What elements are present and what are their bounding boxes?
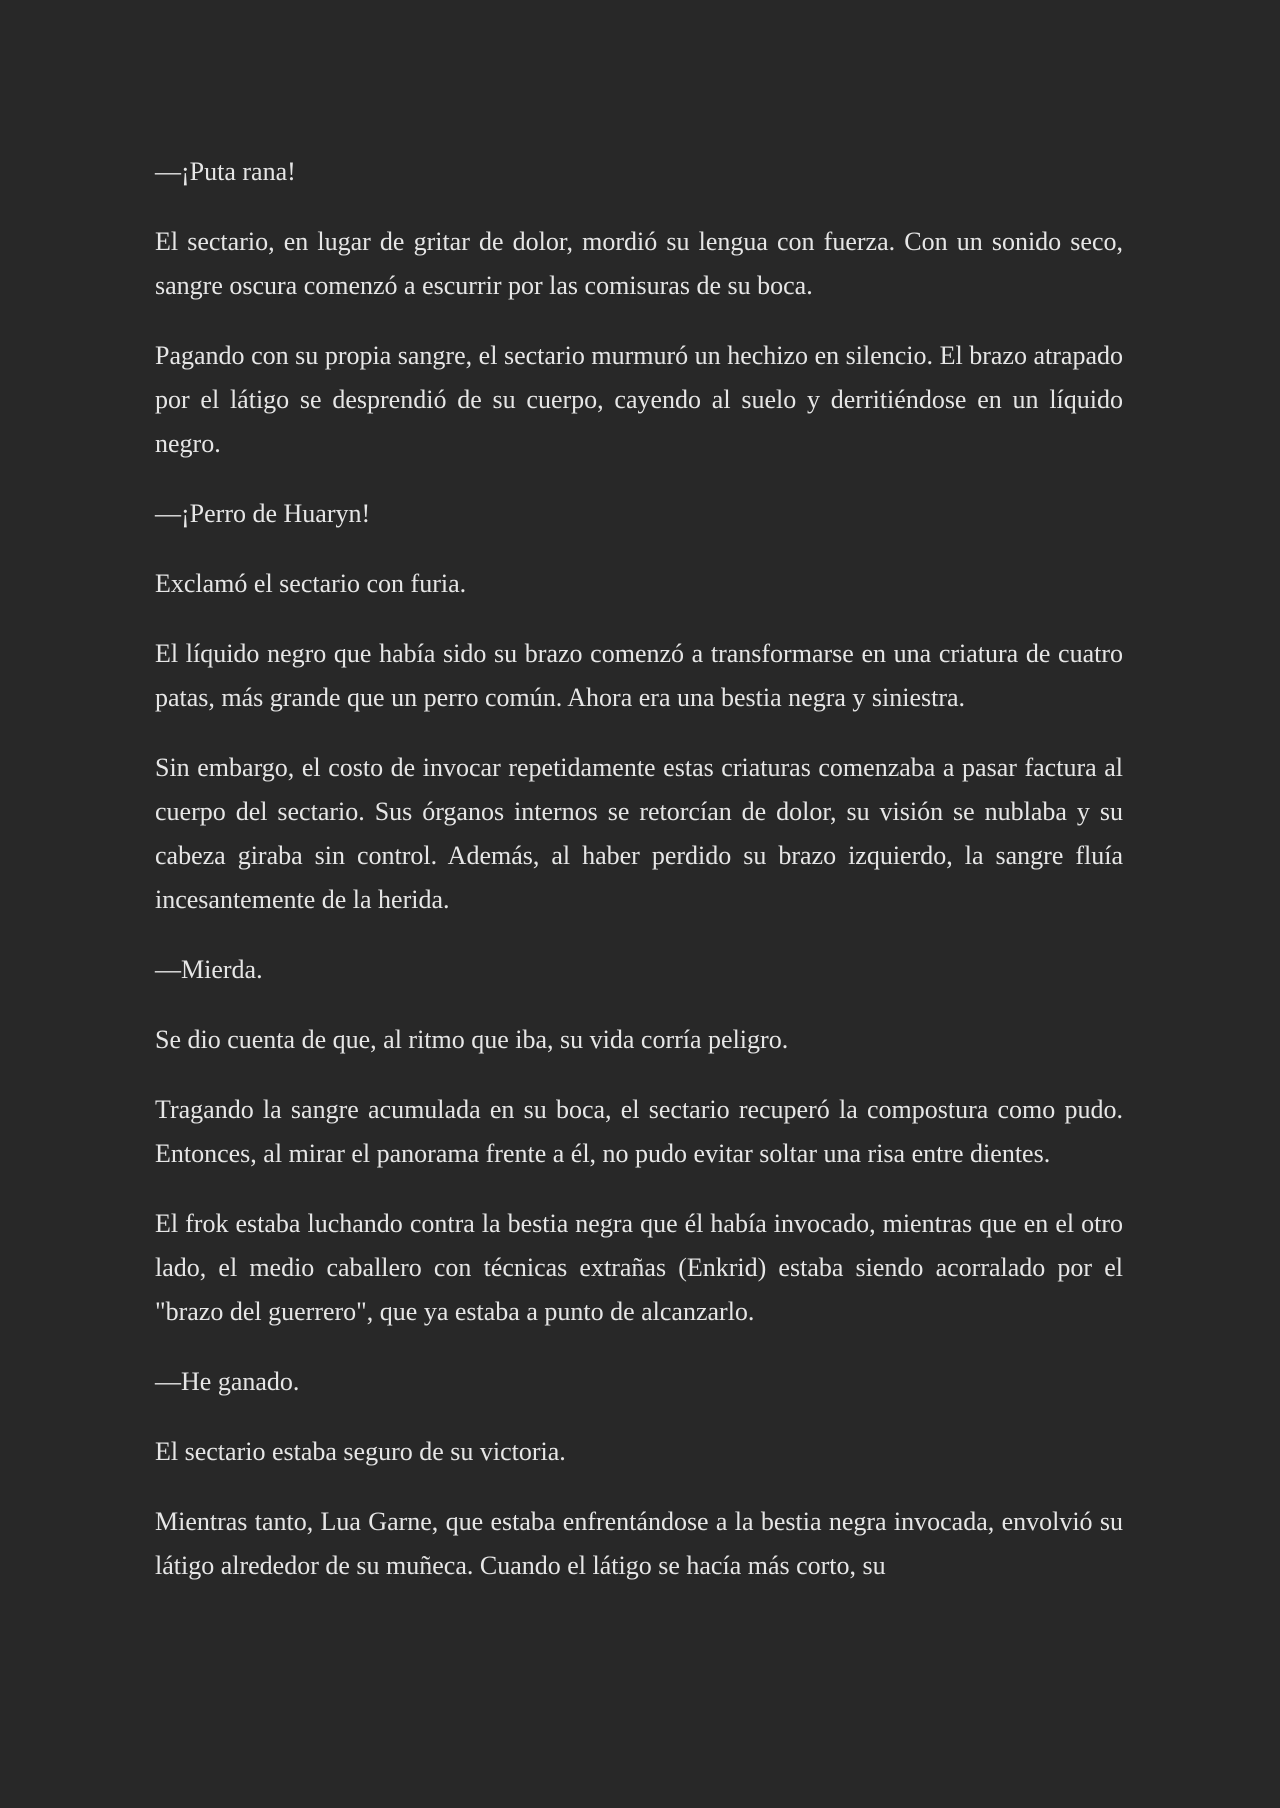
paragraph: Sin embargo, el costo de invocar repetidamente estas criaturas comenzaba a pasar factura al cuerpo del sectario. Sus órganos internos se retorcían de dolor, su visión se nublaba y su cabeza giraba sin control. Además, al haber perdido su brazo izquierdo, la sangre fluía incesantemente de la herida. <box>155 753 1123 914</box>
paragraph: Se dio cuenta de que, al ritmo que iba, su vida corría peligro. <box>155 1025 789 1054</box>
chapter-text <box>155 150 1123 1614</box>
paragraph: Mientras tanto, Lua Garne, que estaba enfrentándose a la bestia negra invocada, envolvió su látigo alrededor de su muñeca. Cuando el látigo se hacía más corto, su <box>155 1507 1123 1580</box>
paragraph: El líquido negro que había sido su brazo comenzó a transformarse en una criatura de cuatro patas, más grande que un perro común. Ahora era una bestia negra y siniestra. <box>155 639 1123 712</box>
paragraph: —¡Perro de Huaryn! <box>155 499 371 528</box>
paragraph: —¡Puta rana! <box>155 157 296 186</box>
paragraph: El frok estaba luchando contra la bestia negra que él había invocado, mientras que en el otro lado, el medio caballero con técnicas extrañas (Enkrid) estaba siendo acorralado por el "brazo del guerrero", que ya estaba a punto de alcanzarlo. <box>155 1209 1123 1326</box>
paragraph: Pagando con su propia sangre, el sectario murmuró un hechizo en silencio. El brazo atrapado por el látigo se desprendió de su cuerpo, cayendo al suelo y derritiéndose en un líquido negro. <box>155 341 1123 458</box>
paragraph: El sectario estaba seguro de su victoria. <box>155 1437 566 1466</box>
paragraph: —He ganado. <box>155 1367 300 1396</box>
paragraph: El sectario, en lugar de gritar de dolor, mordió su lengua con fuerza. Con un sonido seco, sangre oscura comenzó a escurrir por las comisuras de su boca. <box>155 227 1123 300</box>
paragraph: Tragando la sangre acumulada en su boca, el sectario recuperó la compostura como pudo. Entonces, al mirar el panorama frente a él, no pudo evitar soltar una risa entre dientes. <box>155 1095 1123 1168</box>
paragraph: Exclamó el sectario con furia. <box>155 569 467 598</box>
paragraph: —Mierda. <box>155 955 263 984</box>
